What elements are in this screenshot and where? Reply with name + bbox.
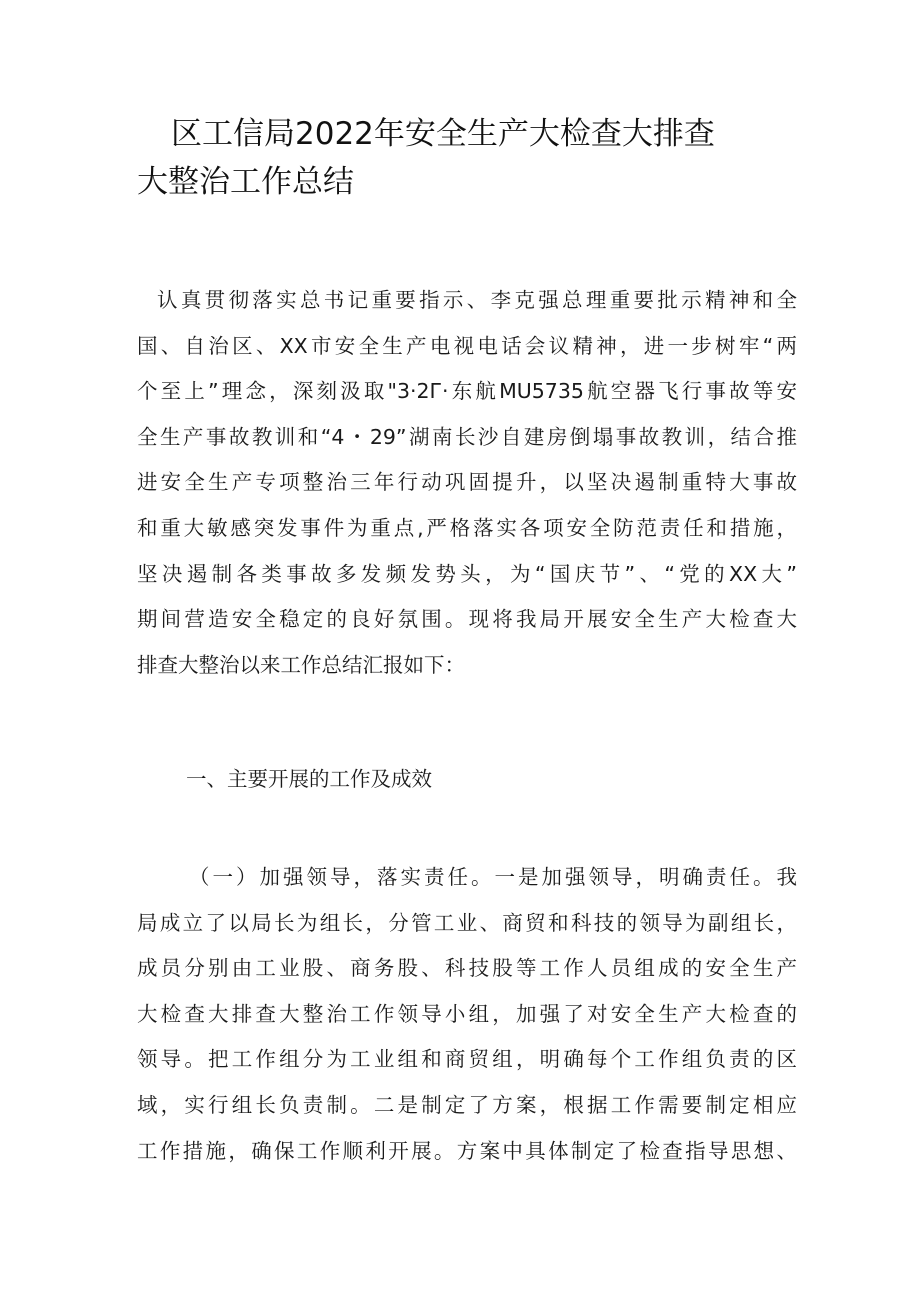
paragraph-line: 坚决遏制各类事故多发频发势头，为“国庆节”、“党的XX大”	[137, 561, 797, 586]
paragraph-line: 域，实行组长负责制。二是制定了方案，根据工作需要制定相应	[137, 1092, 797, 1117]
paragraph-line: 全生产事故教训和“4・29”湖南长沙自建房倒塌事故教训，结合推	[137, 424, 797, 449]
paragraph-line: 领导。把工作组分为工业组和商贸组，明确每个工作组负责的区	[137, 1047, 797, 1072]
paragraph-line: 和重大敏感突发事件为重点,严格落实各项安全防范责任和措施，	[137, 515, 797, 540]
paragraph-line: 进安全生产专项整治三年行动巩固提升，以坚决遏制重特大事故	[137, 470, 797, 495]
paragraph-line: 大检查大排查大整治工作领导小组，加强了对安全生产大检查的	[137, 1001, 797, 1026]
document-title	[137, 110, 797, 206]
section-heading: 一、主要开展的工作及成效	[186, 767, 432, 791]
paragraph-line: 成员分别由工业股、商务股、科技股等工作人员组成的安全生产	[137, 956, 797, 981]
paragraph-line: 工作措施，确保工作顺利开展。方案中具体制定了检查指导思想、	[137, 1138, 797, 1163]
intro-paragraph	[137, 278, 797, 688]
paragraph-line: （一）加强领导，落实责任。一是加强领导，明确责任。我	[189, 865, 797, 889]
paragraph-line: 认真贯彻落实总书记重要指示、李克强总理重要批示精神和全	[157, 288, 797, 312]
paragraph-line: 国、自治区、XX市安全生产电视电话会议精神，进一步树牢“两	[137, 333, 797, 358]
paragraph-line: 个至上”理念，深刻汲取"3·2Г·东航MU5735航空器飞行事故等安	[137, 379, 797, 404]
paragraph-line: 排查大整治以来工作总结汇报如下：	[137, 652, 465, 677]
title-line-1: 区工信局2022年安全生产大检查大排查	[171, 116, 715, 152]
paragraph-line: 局成立了以局长为组长，分管工业、商贸和科技的领导为副组长，	[137, 910, 797, 935]
paragraph-line: 期间营造安全稳定的良好氛围。现将我局开展安全生产大检查大	[137, 607, 797, 632]
section1-paragraph	[137, 855, 797, 1174]
title-line-2: 大整治工作总结	[137, 164, 354, 200]
